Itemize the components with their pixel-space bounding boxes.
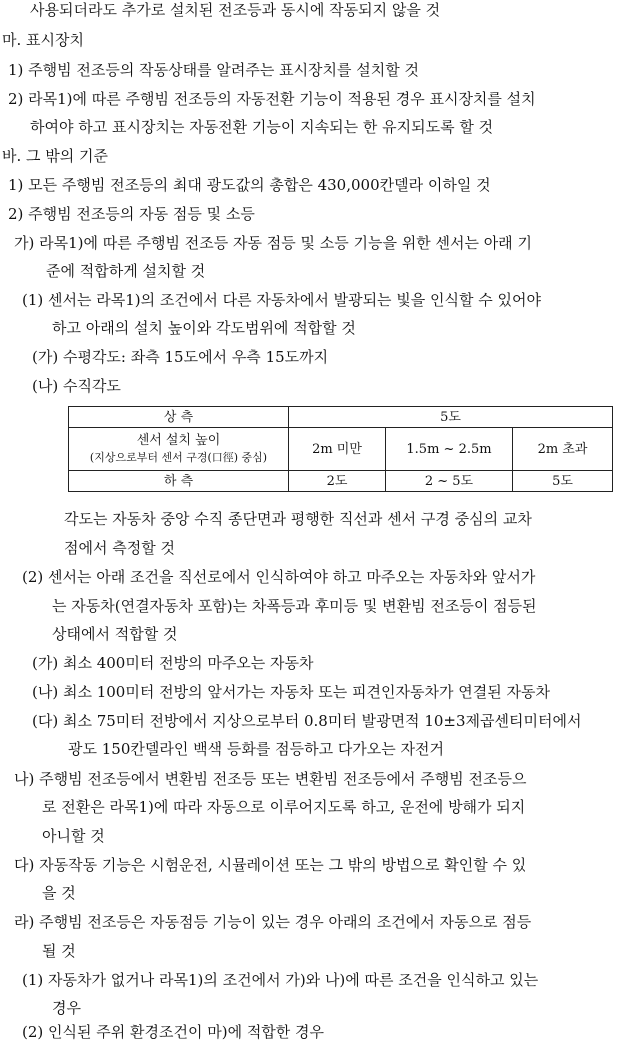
text-line: 는 자동차(연결자동차 포함)는 차폭등과 후미등 및 변환빔 전조등이 점등된	[52, 597, 537, 615]
text-line: (1) 센서는 라목1)의 조건에서 다른 자동차에서 발광되는 빛을 인식할 수 있어야	[22, 291, 542, 309]
text-line: 사용되더라도 추가로 설치된 전조등과 동시에 작동되지 않을 것	[30, 1, 441, 19]
text-line: 하고 아래의 설치 높이와 각도범위에 적합할 것	[52, 319, 356, 337]
height-label-line-1: 센서 설치 높이	[136, 433, 221, 448]
table-cell-lower-label: 하 측	[69, 471, 289, 492]
text-line: 될 것	[42, 942, 76, 960]
text-line: 하여야 하고 표시장치는 자동전환 기능이 지속되는 한 유지되도록 할 것	[30, 118, 494, 136]
section-heading-ba: 바. 그 밖의 기준	[2, 147, 109, 165]
table-cell-height-label	[69, 428, 289, 471]
section-heading-ma: 마. 표시장치	[2, 31, 84, 49]
table-cell-lower-value: 5도	[513, 471, 613, 492]
text-line: 경우	[52, 999, 81, 1017]
text-line: 나) 주행빔 전조등에서 변환빔 전조등 또는 변환빔 전조등에서 주행빔 전조등으	[14, 770, 527, 788]
height-label-line-2: (지상으로부터 센서 구경(口徑) 중심)	[89, 451, 268, 464]
text-line: (2) 인식된 주위 환경조건이 마)에 적합한 경우	[22, 1023, 325, 1041]
text-line: 상태에서 적합할 것	[52, 625, 178, 643]
table-row	[69, 428, 613, 471]
text-line: 아니할 것	[42, 827, 105, 845]
text-line: 을 것	[42, 884, 76, 902]
text-line: 다) 자동작동 기능은 시험운전, 시뮬레이션 또는 그 밖의 방법으로 확인할 수 있	[14, 856, 527, 874]
table-cell-height: 1.5m ~ 2.5m	[386, 428, 513, 471]
text-line: (1) 자동차가 없거나 라목1)의 조건에서 가)와 나)에 따른 조건을 인식하고 있는	[22, 971, 539, 989]
table-cell-height: 2m 초과	[513, 428, 613, 471]
text-line: (2) 센서는 아래 조건을 직선로에서 인식하여야 하고 마주오는 자동차와 앞서가	[22, 568, 536, 586]
text-line: (나) 수직각도	[32, 377, 121, 395]
table-cell-upper-label: 상 측	[69, 407, 289, 428]
text-line: 2) 라목1)에 따른 주행빔 전조등의 자동전환 기능이 적용된 경우 표시장치를 설치	[8, 90, 536, 108]
text-line: 1) 주행빔 전조등의 작동상태를 알려주는 표시장치를 설치할 것	[8, 61, 420, 79]
text-line: 라) 주행빔 전조등은 자동점등 기능이 있는 경우 아래의 조건에서 자동으로 점등	[14, 913, 532, 931]
text-line: 1) 모든 주행빔 전조등의 최대 광도값의 총합은 430,000칸델라 이하일 것	[8, 176, 491, 194]
text-line: (가) 수평각도: 좌측 15도에서 우측 15도까지	[32, 348, 329, 366]
table-cell-height: 2m 미만	[289, 428, 386, 471]
vertical-angle-table	[68, 406, 613, 492]
table-row	[69, 471, 613, 492]
text-line: 점에서 측정할 것	[64, 539, 175, 557]
text-line: 2) 주행빔 전조등의 자동 점등 및 소등	[8, 205, 255, 223]
table-cell-lower-value: 2도	[289, 471, 386, 492]
text-line: 로 전환은 라목1)에 따라 자동으로 이루어지도록 하고, 운전에 방해가 되지	[42, 798, 526, 816]
table-row	[69, 407, 613, 428]
table-cell-lower-value: 2 ~ 5도	[386, 471, 513, 492]
text-line: (가) 최소 400미터 전방의 마주오는 자동차	[32, 654, 314, 672]
text-line: 각도는 자동차 중앙 수직 종단면과 평행한 직선과 센서 구경 중심의 교차	[64, 510, 532, 528]
text-line: (나) 최소 100미터 전방의 앞서가는 자동차 또는 피견인자동차가 연결된 자동차	[32, 683, 550, 701]
table-cell-upper-value: 5도	[289, 407, 613, 428]
text-line: 가) 라목1)에 따른 주행빔 전조등 자동 점등 및 소등 기능을 위한 센서는 아래 기	[14, 234, 532, 252]
text-line: 광도 150칸델라인 백색 등화를 점등하고 다가오는 자전거	[68, 740, 445, 758]
text-line: (다) 최소 75미터 전방에서 지상으로부터 0.8미터 발광면적 10±3제곱센티미터에서	[32, 712, 582, 730]
text-line: 준에 적합하게 설치할 것	[46, 262, 206, 280]
